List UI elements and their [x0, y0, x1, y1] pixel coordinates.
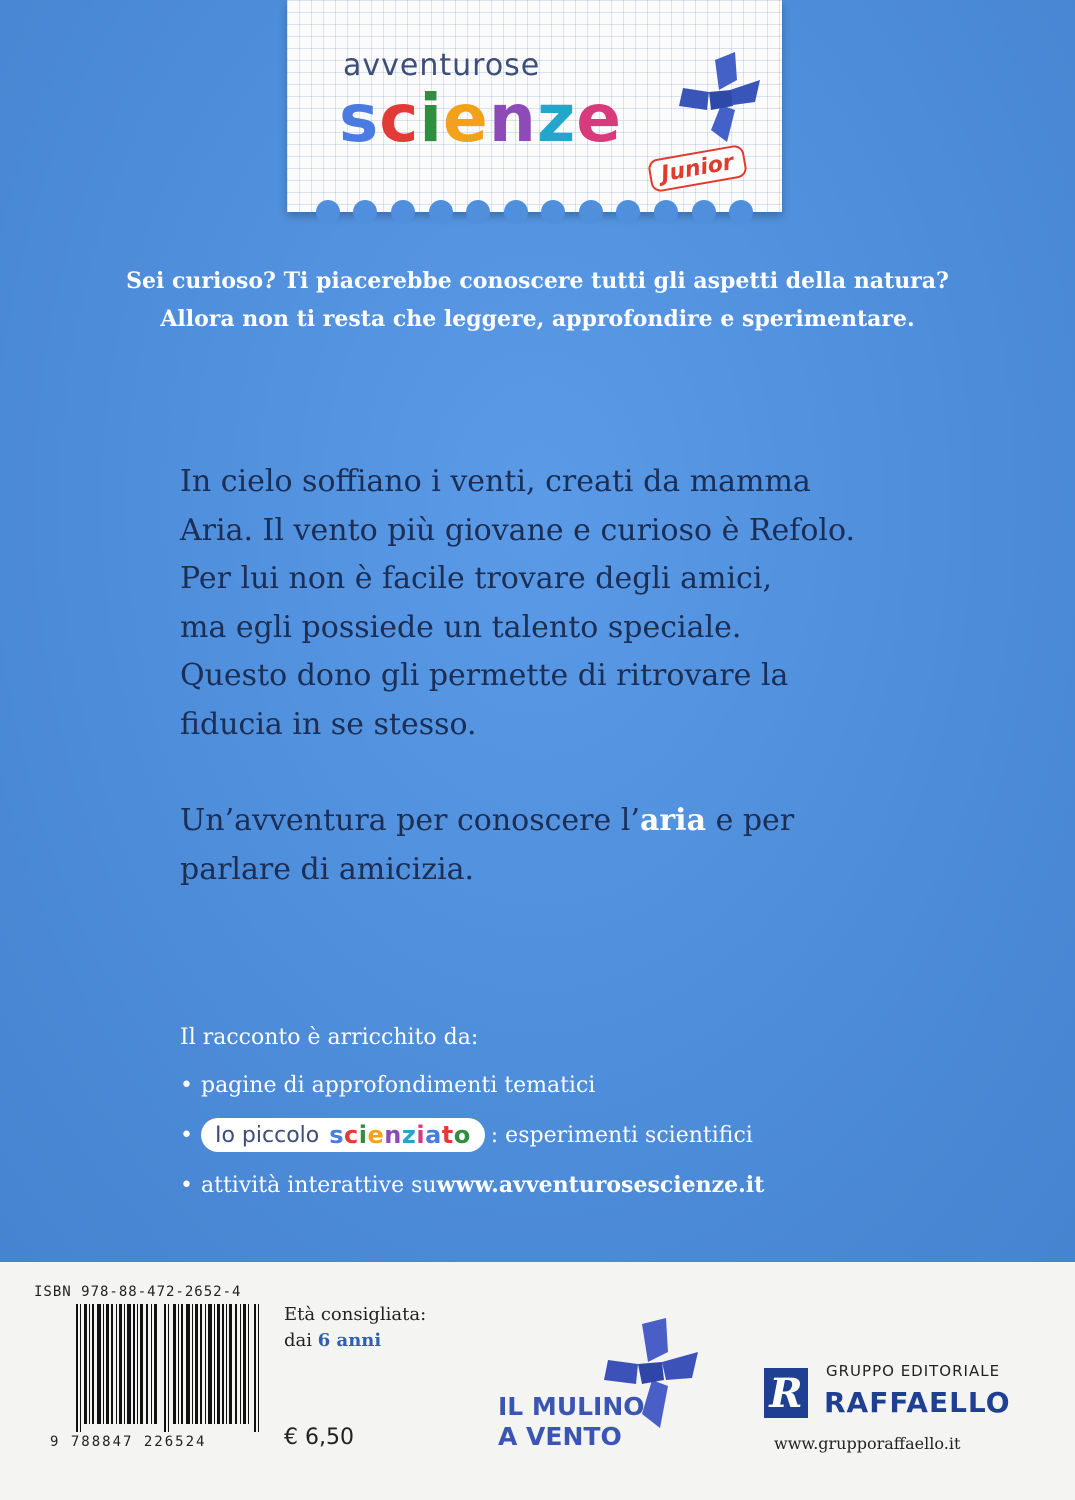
series-logo-paper — [287, 0, 782, 212]
feature-item — [180, 1110, 980, 1160]
mulino-line: IL MULINO — [498, 1392, 645, 1421]
paper-hole — [654, 200, 678, 224]
story-second-line — [180, 797, 940, 846]
story-text: Un’avventura per conoscere l’ — [180, 803, 640, 838]
pill-letter: s — [329, 1121, 345, 1149]
raffaello-group-label: GRUPPO EDITORIALE — [826, 1362, 1001, 1380]
mulino-a-vento-logo — [498, 1392, 645, 1452]
pill-letter: i — [358, 1121, 368, 1149]
logo-letter: c — [379, 80, 420, 157]
story-text: e per — [706, 803, 795, 838]
story-line: Per lui non è facile trovare degli amici, — [180, 561, 772, 596]
feature-text: pagine di approfondimenti tematici — [200, 1072, 596, 1098]
bullet: • — [180, 1122, 193, 1148]
feature-text: : esperimenti scientifici — [490, 1122, 753, 1148]
feature-text: attività interattive su — [200, 1172, 437, 1198]
intro-line: Allora non ti resta che leggere, approfondire e sperimentare. — [160, 306, 915, 332]
intro-line: Sei curioso? Ti piacerebbe conoscere tutti gli aspetti della natura? — [126, 268, 949, 294]
logo-letter: e — [443, 80, 489, 157]
logo-letter: n — [488, 80, 537, 157]
paper-hole — [729, 200, 753, 224]
bullet: • — [180, 1172, 193, 1198]
logo-letter: i — [419, 80, 444, 157]
paper-hole — [616, 200, 640, 224]
story-line: Aria. Il vento più giovane e curioso è Refolo. — [180, 512, 856, 548]
paper-hole — [579, 200, 603, 224]
pill-letter: o — [453, 1121, 471, 1149]
paper-holes — [287, 200, 782, 224]
pill-title — [329, 1121, 471, 1149]
paper-hole — [466, 200, 490, 224]
isbn-label: ISBN 978-88-472-2652-4 — [34, 1284, 242, 1300]
io-piccolo-scienziato-badge — [201, 1118, 485, 1152]
age-prefix: dai — [284, 1330, 318, 1351]
junior-badge: Junior — [647, 144, 748, 193]
logo-letter: e — [576, 80, 622, 157]
story-line: Questo dono gli permette di ritrovare la — [180, 658, 789, 693]
intro-text — [0, 262, 1075, 338]
mulino-line: A VENTO — [498, 1422, 622, 1451]
raffaello-logo-icon: R — [764, 1368, 808, 1418]
paper-hole — [504, 200, 528, 224]
story-line: In cielo soffiano i venti, creati da mamma — [180, 464, 811, 499]
pill-letter: c — [344, 1121, 359, 1149]
story-line: ma egli possiede un talento speciale. — [180, 609, 742, 645]
feature-item — [180, 1160, 980, 1210]
features-list — [180, 1018, 980, 1210]
pill-letter: e — [367, 1121, 385, 1149]
pinwheel-icon — [675, 50, 765, 150]
price: € 6,50 — [284, 1425, 354, 1450]
recommended-age — [284, 1302, 426, 1354]
bullet: • — [180, 1072, 193, 1098]
pill-letter: n — [384, 1121, 402, 1149]
paper-hole — [541, 200, 565, 224]
barcode — [76, 1304, 262, 1432]
pill-letter: z — [401, 1121, 417, 1149]
logo-letter: z — [536, 80, 577, 157]
age-label: Età consigliata: — [284, 1304, 427, 1325]
logo-subtitle: avventurose — [343, 48, 541, 83]
paper-hole — [429, 200, 453, 224]
age-line — [284, 1328, 426, 1354]
pill-letter: i — [416, 1121, 426, 1149]
pill-letter: t — [441, 1121, 454, 1149]
story-blurb — [180, 458, 940, 894]
logo-title — [339, 80, 622, 157]
pill-prefix: Io piccolo — [214, 1122, 320, 1148]
pill-letter: a — [425, 1121, 442, 1149]
barcode-digits: 9 788847 226524 — [50, 1434, 207, 1450]
paper-hole — [692, 200, 716, 224]
story-line: parlare di amicizia. — [180, 851, 475, 887]
story-line: fiducia in se stesso. — [180, 706, 477, 742]
paper-hole — [316, 200, 340, 224]
feature-item — [180, 1060, 980, 1110]
features-heading: Il racconto è arricchito da: — [180, 1025, 479, 1050]
highlight-aria: aria — [639, 803, 707, 838]
website-link[interactable]: www.avventurosescienze.it — [436, 1172, 765, 1198]
logo-letter: s — [339, 80, 380, 157]
paper-hole — [353, 200, 377, 224]
raffaello-name: RAFFAELLO — [824, 1386, 1011, 1419]
age-value: 6 anni — [317, 1330, 382, 1351]
paper-hole — [391, 200, 415, 224]
raffaello-website-link[interactable]: www.grupporaffaello.it — [774, 1434, 961, 1453]
